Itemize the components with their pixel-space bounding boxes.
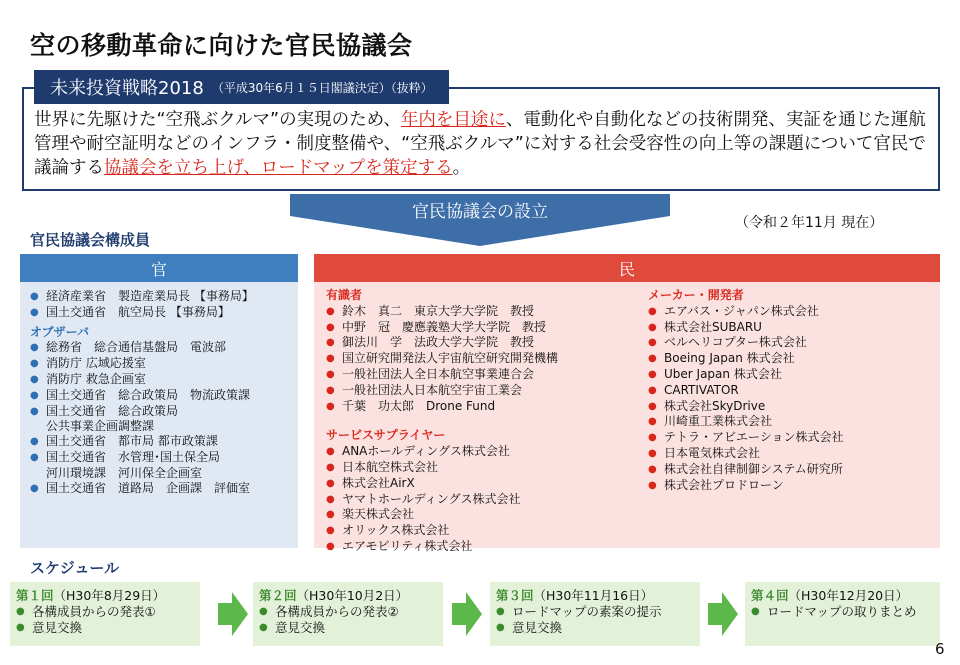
- government-member: [30, 289, 292, 305]
- bullet-icon: ●: [648, 400, 657, 412]
- bullet-icon: ●: [648, 384, 657, 396]
- government-member-text: 経済産業省 製造産業局長 【事務局】: [46, 289, 254, 303]
- service-item: [326, 444, 626, 460]
- schedule-item-text: 各構成員からの発表①: [32, 604, 156, 619]
- schedule-arrow-icon: [218, 592, 248, 636]
- expert-item-text: 国立研究開発法人宇宙航空研究開発機構: [342, 351, 559, 366]
- expert-item: [326, 304, 626, 320]
- observer-item: [30, 372, 292, 388]
- observer-item: [30, 340, 292, 356]
- schedule-item: [259, 620, 443, 636]
- bullet-icon: ●: [496, 606, 505, 617]
- strategy-text: [34, 108, 934, 180]
- bullet-icon: ●: [648, 432, 657, 444]
- maker-item-text: 株式会社プロドローン: [664, 477, 784, 492]
- schedule-number: 第２回: [259, 588, 297, 603]
- private-column-right: [648, 288, 938, 493]
- maker-item-text: CARTIVATOR: [664, 382, 739, 397]
- maker-item: [648, 462, 938, 478]
- private-header: 民: [314, 254, 940, 282]
- strategy-highlight: 年内を目途に: [400, 110, 506, 130]
- schedule-meeting-1: [10, 582, 200, 646]
- maker-item-text: 株式会社SUBARU: [664, 319, 762, 334]
- maker-item: [648, 320, 938, 336]
- bullet-icon: ●: [648, 353, 657, 365]
- expert-item-text: 一般社団法人全日本航空事業連合会: [342, 366, 535, 381]
- schedule-number: 第１回: [16, 588, 54, 603]
- schedule-item-text: ロードマップの素案の提示: [512, 604, 662, 619]
- schedule-item: [496, 620, 700, 636]
- bullet-icon: ●: [326, 321, 335, 333]
- bullet-icon: ●: [648, 321, 657, 333]
- bullet-icon: ●: [30, 405, 39, 417]
- schedule-title: [751, 588, 940, 604]
- bullet-icon: ●: [326, 493, 335, 505]
- service-item: [326, 460, 626, 476]
- bullet-icon: ●: [648, 416, 657, 428]
- bullet-icon: ●: [648, 447, 657, 459]
- observer-item: [30, 404, 292, 420]
- maker-item: [648, 430, 938, 446]
- observer-item-text: 国土交通省 総合政策局 物流政策課: [46, 387, 251, 402]
- maker-item-text: 日本電気株式会社: [664, 445, 761, 460]
- schedule-arrow-icon: [708, 592, 738, 636]
- government-header: 官: [20, 254, 298, 282]
- maker-item-text: ベルヘリコプター株式会社: [664, 335, 807, 350]
- expert-item-text: 鈴木 真二 東京大学大学院 教授: [342, 303, 535, 318]
- observer-item: [30, 450, 292, 466]
- service-item: [326, 507, 626, 523]
- maker-heading: メーカー・開発者: [648, 288, 744, 302]
- bullet-icon: ●: [30, 291, 39, 302]
- service-heading: サービスサプライヤー: [326, 428, 446, 443]
- observer-item: [30, 356, 292, 372]
- maker-item: [648, 383, 938, 399]
- schedule-item-text: 意見交換: [32, 620, 83, 635]
- schedule-title: [259, 588, 443, 604]
- bullet-icon: ●: [326, 353, 335, 365]
- schedule-meeting-3: [490, 582, 700, 646]
- maker-item-text: Boeing Japan 株式会社: [664, 351, 795, 366]
- observer-item: [30, 434, 292, 450]
- schedule-meeting-2: [253, 582, 443, 646]
- schedule-heading: スケジュール: [30, 559, 120, 577]
- schedule-item-text: ロードマップの取りまとめ: [767, 604, 917, 619]
- strategy-highlight: 協議会を立ち上げ、ロードマップを策定する: [104, 158, 453, 178]
- schedule-item-text: 各構成員からの発表②: [275, 604, 399, 619]
- bullet-icon: ●: [30, 389, 39, 401]
- bullet-icon: ●: [30, 373, 39, 385]
- schedule-number: 第４回: [751, 588, 789, 603]
- strategy-text-part: 、電動化や自動化などの技術開発、実証を通じた運航管理や耐空証明などのインフラ・制度整備や、“空飛ぶクルマ”に対する社会受容性の向上等の課題について官民で議論する: [34, 110, 926, 178]
- service-item: [326, 523, 626, 539]
- observer-item-text: 消防庁 救急企画室: [46, 371, 146, 386]
- date-note: （令和２年11月 現在）: [735, 215, 884, 231]
- service-item: [326, 492, 626, 508]
- observer-item: [30, 388, 292, 404]
- service-item: [326, 476, 626, 492]
- bullet-icon: ●: [30, 451, 39, 463]
- expert-item: [326, 367, 626, 383]
- observer-item-continued: 公共事業企画調整課: [46, 419, 155, 434]
- schedule-date: （H30年10月2日）: [296, 588, 409, 603]
- bullet-icon: ●: [496, 622, 505, 633]
- bullet-icon: ●: [648, 368, 657, 380]
- maker-item-text: 株式会社SkyDrive: [664, 398, 766, 413]
- observer-item-continued: 河川環境課 河川保全企画室: [46, 465, 203, 480]
- bullet-icon: ●: [326, 525, 335, 537]
- page-title: 空の移動革命に向けた官民協議会: [30, 31, 413, 60]
- maker-item: [648, 399, 938, 415]
- bullet-icon: ●: [326, 540, 335, 552]
- government-list: [30, 289, 292, 496]
- bullet-icon: ●: [30, 342, 39, 354]
- expert-item: [326, 320, 626, 336]
- observer-item-text: 国土交通省 水管理･国土保全局: [46, 449, 221, 464]
- bullet-icon: ●: [326, 509, 335, 521]
- service-item-text: 楽天株式会社: [342, 507, 415, 522]
- schedule-item: [751, 604, 940, 620]
- strategy-text-part: 。: [452, 158, 471, 178]
- bullet-icon: ●: [30, 482, 39, 494]
- bullet-icon: ●: [648, 479, 657, 491]
- service-item-text: エアモビリティ株式会社: [342, 538, 473, 553]
- service-item-text: 日本航空株式会社: [342, 459, 439, 474]
- government-member: [30, 305, 292, 321]
- observer-item-text: 消防庁 広域応援室: [46, 356, 146, 371]
- observer-item-text: 国土交通省 道路局 企画課 評価室: [46, 480, 251, 495]
- expert-item: [326, 383, 626, 399]
- schedule-item: [16, 604, 200, 620]
- bullet-icon: ●: [648, 463, 657, 475]
- observer-heading: オブザーバ: [30, 324, 90, 339]
- schedule-title: [496, 588, 700, 604]
- service-item-text: 株式会社AirX: [342, 475, 415, 490]
- bullet-icon: ●: [751, 606, 760, 617]
- bullet-icon: ●: [326, 400, 335, 412]
- expert-item: [326, 335, 626, 351]
- strategy-tag-label: 未来投資戦略2018: [50, 78, 204, 99]
- bullet-icon: ●: [30, 358, 39, 370]
- maker-item-text: Uber Japan 株式会社: [664, 366, 782, 381]
- schedule-item-text: 意見交換: [275, 620, 326, 635]
- maker-item: [648, 335, 938, 351]
- bullet-icon: ●: [326, 384, 335, 396]
- bullet-icon: ●: [30, 436, 39, 448]
- maker-item: [648, 351, 938, 367]
- maker-item: [648, 304, 938, 320]
- page-number: 6: [935, 640, 945, 658]
- observer-item: [30, 481, 292, 497]
- strategy-tag-note: （平成30年6月１５日閣議決定）（抜粋）: [211, 80, 433, 95]
- expert-item-text: 御法川 学 法政大学大学院 教授: [342, 335, 535, 350]
- schedule-arrow-icon: [452, 592, 482, 636]
- bullet-icon: ●: [326, 368, 335, 380]
- maker-item: [648, 446, 938, 462]
- service-item: [326, 539, 626, 555]
- expert-item-text: 中野 冠 慶應義塾大学大学院 教授: [342, 319, 547, 334]
- schedule-date: （H30年11月16日）: [533, 588, 654, 603]
- bullet-icon: ●: [326, 461, 335, 473]
- bullet-icon: ●: [326, 305, 335, 317]
- strategy-text-part: 世界に先駆けた“空飛ぶクルマ”の実現のため、: [34, 110, 401, 130]
- private-column-left: [326, 288, 626, 555]
- schedule-item: [16, 620, 200, 636]
- members-heading: 官民協議会構成員: [30, 231, 151, 249]
- spacer: [326, 414, 626, 428]
- bullet-icon: ●: [326, 446, 335, 458]
- strategy-tag: [34, 70, 449, 104]
- service-item-text: ヤマトホールディングス株式会社: [342, 491, 521, 506]
- maker-item: [648, 367, 938, 383]
- schedule-item: [259, 604, 443, 620]
- service-item-text: オリックス株式会社: [342, 523, 450, 538]
- maker-item: [648, 414, 938, 430]
- bullet-icon: ●: [259, 606, 268, 617]
- schedule-item-text: 意見交換: [512, 620, 563, 635]
- government-member-text: 国土交通省 航空局長 【事務局】: [46, 304, 230, 319]
- maker-item: [648, 478, 938, 494]
- observer-item-text: 総務省 総合通信基盤局 電波部: [46, 340, 227, 355]
- service-item-text: ANAホールディングス株式会社: [342, 444, 510, 459]
- bullet-icon: ●: [648, 337, 657, 349]
- setup-label: 官民協議会の設立: [412, 202, 548, 222]
- maker-item-text: 株式会社自律制御システム研究所: [664, 461, 843, 476]
- maker-item-text: エアバス・ジャパン株式会社: [664, 303, 819, 318]
- schedule-meeting-4: [745, 582, 940, 646]
- bullet-icon: ●: [648, 305, 657, 317]
- bullet-icon: ●: [16, 622, 25, 633]
- bullet-icon: ●: [326, 477, 335, 489]
- expert-item-text: 一般社団法人日本航空宇宙工業会: [342, 382, 523, 397]
- schedule-title: [16, 588, 200, 604]
- schedule-date: （H30年8月29日）: [53, 588, 166, 603]
- expert-item-text: 千葉 功太郎 Drone Fund: [342, 398, 496, 413]
- schedule-number: 第３回: [496, 588, 534, 603]
- schedule-date: （H30年12月20日）: [788, 588, 909, 603]
- bullet-icon: ●: [326, 337, 335, 349]
- observer-item-text: 国土交通省 総合政策局: [46, 403, 179, 418]
- expert-item: [326, 399, 626, 415]
- bullet-icon: ●: [16, 606, 25, 617]
- expert-item: [326, 351, 626, 367]
- schedule-item: [496, 604, 700, 620]
- bullet-icon: ●: [259, 622, 268, 633]
- maker-item-text: 川崎重工業株式会社: [664, 414, 773, 429]
- maker-item-text: テトラ・アビエーション株式会社: [664, 430, 844, 445]
- bullet-icon: ●: [30, 306, 39, 318]
- observer-item-text: 国土交通省 都市局 都市政策課: [46, 434, 218, 449]
- experts-heading: 有識者: [326, 288, 363, 302]
